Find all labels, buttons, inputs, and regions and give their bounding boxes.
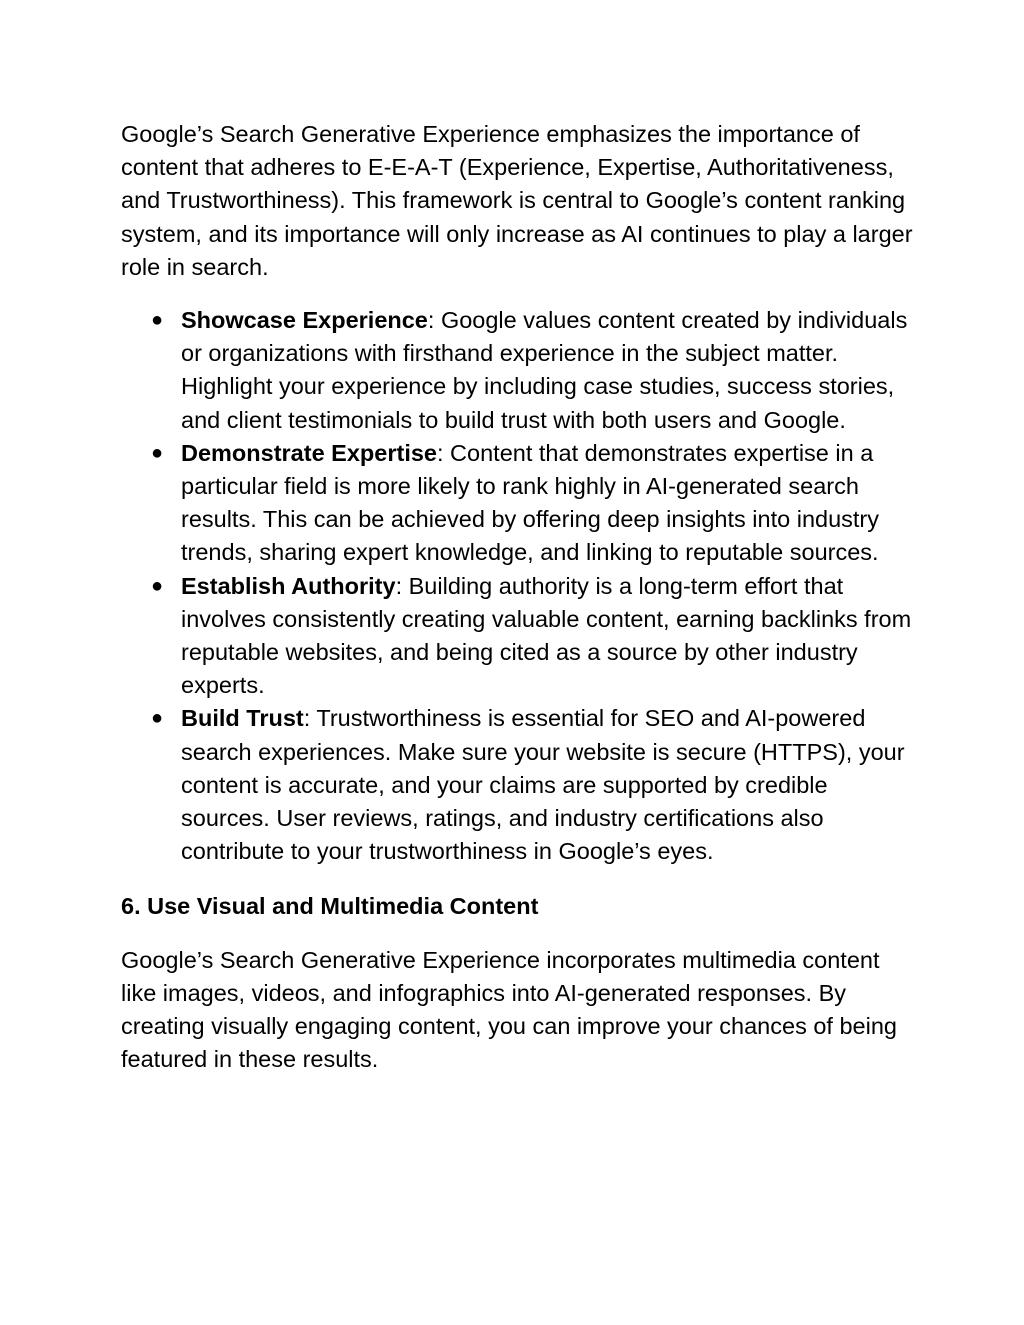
bullet-title: Build Trust bbox=[181, 705, 304, 732]
section-heading: 6. Use Visual and Multimedia Content bbox=[121, 893, 539, 920]
bullet-item-experience bbox=[121, 304, 921, 437]
bullet-item-trust bbox=[121, 702, 921, 868]
bullet-text: : Google values content created by individuals or organizations with firsthand experience in the subject matter. Highlight your experience by including case studies, success stories, and client testimonials to build trust with both users and Google. bbox=[181, 307, 908, 433]
bullet-title: Establish Authority bbox=[181, 572, 396, 599]
bullet-text: : Content that demonstrates expertise in a particular field is more likely to rank highly in AI-generated search results. This can be achieved by offering deep insights into industry trends, sharing expert knowledge, and linking to reputable sources. bbox=[181, 439, 880, 566]
bullet-title: Showcase Experience bbox=[181, 307, 428, 334]
section-paragraph: Google’s Search Generative Experience incorporates multimedia content like images, videos, and infographics into AI-generated responses. By creating visually engaging content, you can improve your chances of being featured in these results. bbox=[121, 946, 897, 1073]
bullet-dot-icon: ● bbox=[151, 707, 164, 730]
bullet-item-expertise bbox=[121, 437, 921, 570]
bullet-dot-icon: ● bbox=[151, 574, 164, 597]
bullet-title: Demonstrate Expertise bbox=[181, 439, 437, 466]
bullet-item-authority bbox=[121, 570, 921, 703]
intro-paragraph: Google’s Search Generative Experience emphasizes the importance of content that adheres to E-E-A-T (Experience, Expertise, Authoritativeness, and Trustworthiness). This framework is central to Google’s content ranking system, and its importance will only increase as AI continues to play a larger role in search. bbox=[121, 121, 913, 280]
bullet-dot-icon: ● bbox=[151, 441, 164, 464]
eeat-bullet-list bbox=[121, 304, 921, 868]
bullet-dot-icon: ● bbox=[151, 309, 164, 332]
bullet-text: : Building authority is a long-term effort that involves consistently creating valuable content, earning backlinks from reputable websites, and being cited as a source by other industry experts. bbox=[181, 572, 912, 699]
document-page bbox=[121, 118, 921, 1076]
bullet-text: : Trustworthiness is essential for SEO and AI-powered search experiences. Make sure your website is secure (HTTPS), your content is accurate, and your claims are supported by credible sources. User reviews, ratings, and industry certifications also contribute to your trustworthiness in Google’s eyes. bbox=[181, 705, 905, 865]
